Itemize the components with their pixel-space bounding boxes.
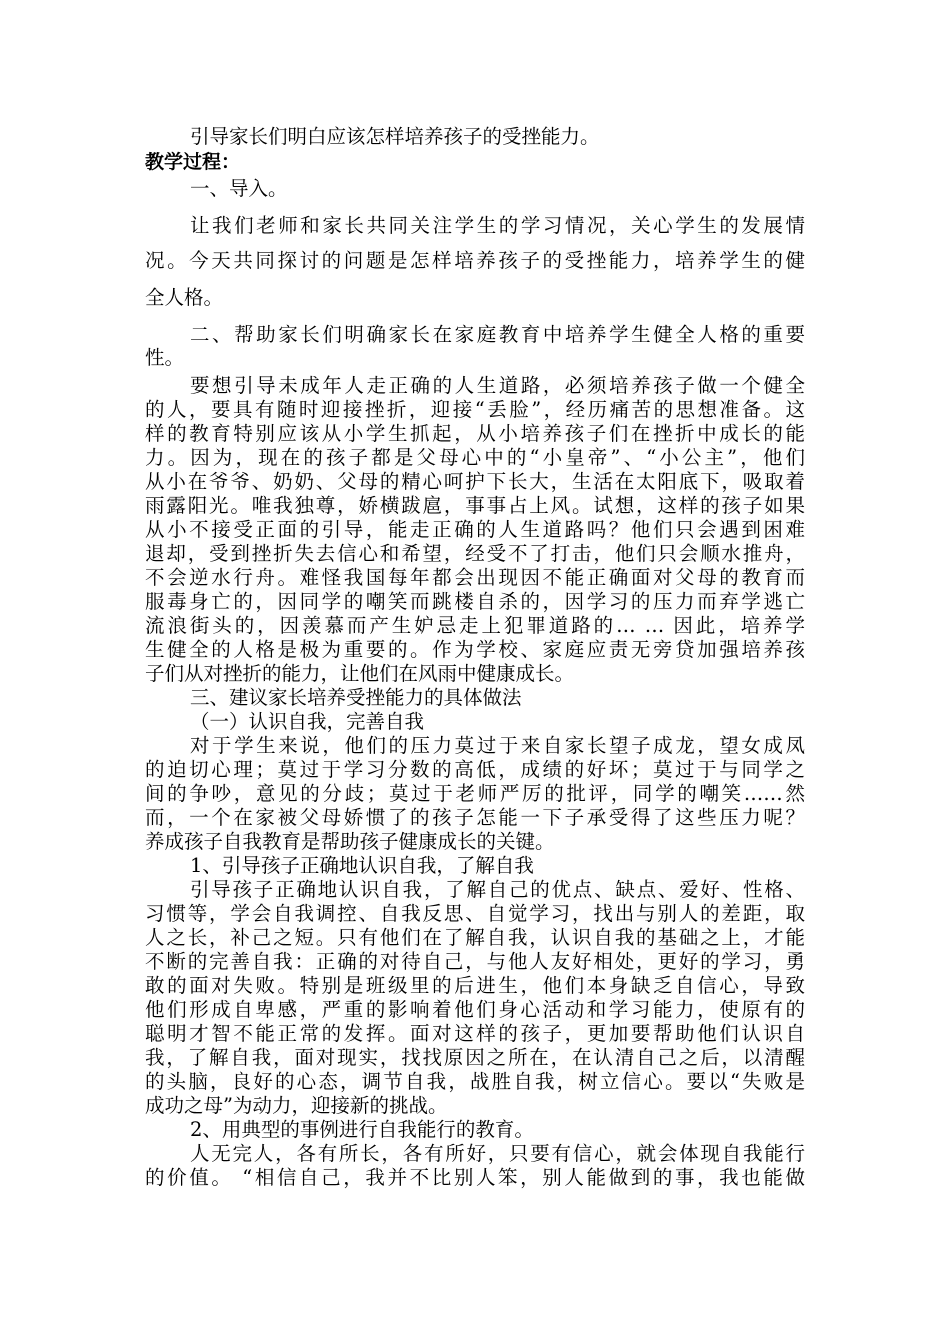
text-line: 我，了解自我，面对现实，找找原因之所在，在认清自己之后，以清醒 <box>145 1046 805 1069</box>
text-line: 的头脑，良好的心态，调节自我，战胜自我，树立信心。要以“失败是 <box>145 1070 805 1093</box>
text-line: 敢的面对失败。特别是班级里的后进生，他们本身缺乏自信心，导致 <box>145 974 805 997</box>
text-line: 不会逆水行舟。难怪我国每年都会出现因不能正确面对父母的教育而 <box>145 566 805 589</box>
text-line: 习惯等，学会自我调控、自我反思、自觉学习，找出与别人的差距，取 <box>145 902 805 925</box>
text-line: 的人，要具有随时迎接挫折，迎接“丢脸”，经历痛苦的思想准备。这 <box>145 398 805 421</box>
text-line: 流浪街头的，因羡慕而产生妒忌走上犯罪道路的… … 因此，培养学 <box>145 614 805 637</box>
text-line: 从小在爷爷、奶奶、父母的精心呵护下长大，生活在太阳底下，吸取着 <box>145 470 805 493</box>
text-line: 退却，受到挫折失去信心和希望，经受不了打击，他们只会顺水推舟， <box>145 542 805 565</box>
text-line: 要想引导未成年人走正确的人生道路，必须培养孩子做一个健全 <box>190 374 805 397</box>
text-line: 生健全的人格是极为重要的。作为学校、家庭应责无旁贷加强培养孩 <box>145 638 805 661</box>
section-heading: 教学过程： <box>145 151 241 173</box>
text-line: 不断的完善自我：正确的对待自己，与他人友好相处，更好的学习，勇 <box>145 950 805 973</box>
text-line: 让我们老师和家长共同关注学生的学习情况，关心学生的发展情 <box>190 214 805 237</box>
text-line: 况。今天共同探讨的问题是怎样培养孩子的受挫能力，培养学生的健 <box>145 249 805 272</box>
text-line: 引导家长们明白应该怎样培养孩子的受挫能力。 <box>190 125 600 148</box>
text-line: 性。 <box>145 346 185 369</box>
text-line: 2、用典型的事例进行自我能行的教育。 <box>190 1118 534 1141</box>
text-line: 的迫切心理；莫过于学习分数的高低，成绩的好坏；莫过于与同学之 <box>145 758 805 781</box>
text-line: 二、帮助家长们明确家长在家庭教育中培养学生健全人格的重要 <box>190 323 805 346</box>
text-line: 三、建议家长培养受挫能力的具体做法 <box>190 686 522 709</box>
text-line: 服毒身亡的，因同学的嘲笑而跳楼自杀的，因学习的压力而弃学逃亡 <box>145 590 805 613</box>
text-line: 聪明才智不能正常的发挥。面对这样的孩子，更加要帮助他们认识自 <box>145 1022 805 1045</box>
text-line: 一、导入。 <box>190 177 288 200</box>
text-line: （一）认识自我，完善自我 <box>190 710 425 733</box>
text-line: 成功之母”为动力，迎接新的挑战。 <box>145 1094 448 1117</box>
text-line: 养成孩子自我教育是帮助孩子健康成长的关键。 <box>145 830 555 853</box>
text-line: 全人格。 <box>145 286 224 309</box>
text-line: 样的教育特别应该从小学生抓起，从小培养孩子们在挫折中成长的能 <box>145 422 805 445</box>
text-line: 雨露阳光。唯我独尊，娇横跋扈，事事占上风。试想，这样的孩子如果 <box>145 494 805 517</box>
text-line: 而，一个在家被父母娇惯了的孩子怎能一下子承受得了这些压力呢？ <box>145 806 805 829</box>
document-page <box>145 0 805 1344</box>
text-line: 力。因为，现在的孩子都是父母心中的“小皇帝”、“小公主”，他们 <box>145 446 805 469</box>
text-line: 的价值。 “相信自己，我并不比别人笨，别人能做到的事，我也能做 <box>145 1166 805 1189</box>
text-line: 间的争吵，意见的分歧；莫过于老师严厉的批评，同学的嘲笑……然 <box>145 782 805 805</box>
text-line: 对于学生来说，他们的压力莫过于来自家长望子成龙，望女成凤 <box>190 734 805 757</box>
text-line: 人之长，补己之短。只有他们在了解自我，认识自我的基础之上，才能 <box>145 926 805 949</box>
text-line: 引导孩子正确地认识自我，了解自己的优点、缺点、爱好、性格、 <box>190 878 805 901</box>
text-line: 从小不接受正面的引导，能走正确的人生道路吗？他们只会遇到困难 <box>145 518 805 541</box>
text-line: 人无完人，各有所长，各有所好，只要有信心，就会体现自我能行 <box>190 1142 805 1165</box>
text-line: 他们形成自卑感，严重的影响着他们身心活动和学习能力，使原有的 <box>145 998 805 1021</box>
text-line: 子们从对挫折的能力，让他们在风雨中健康成长。 <box>145 662 575 685</box>
text-line: 1、引导孩子正确地认识自我，了解自我 <box>190 854 534 877</box>
